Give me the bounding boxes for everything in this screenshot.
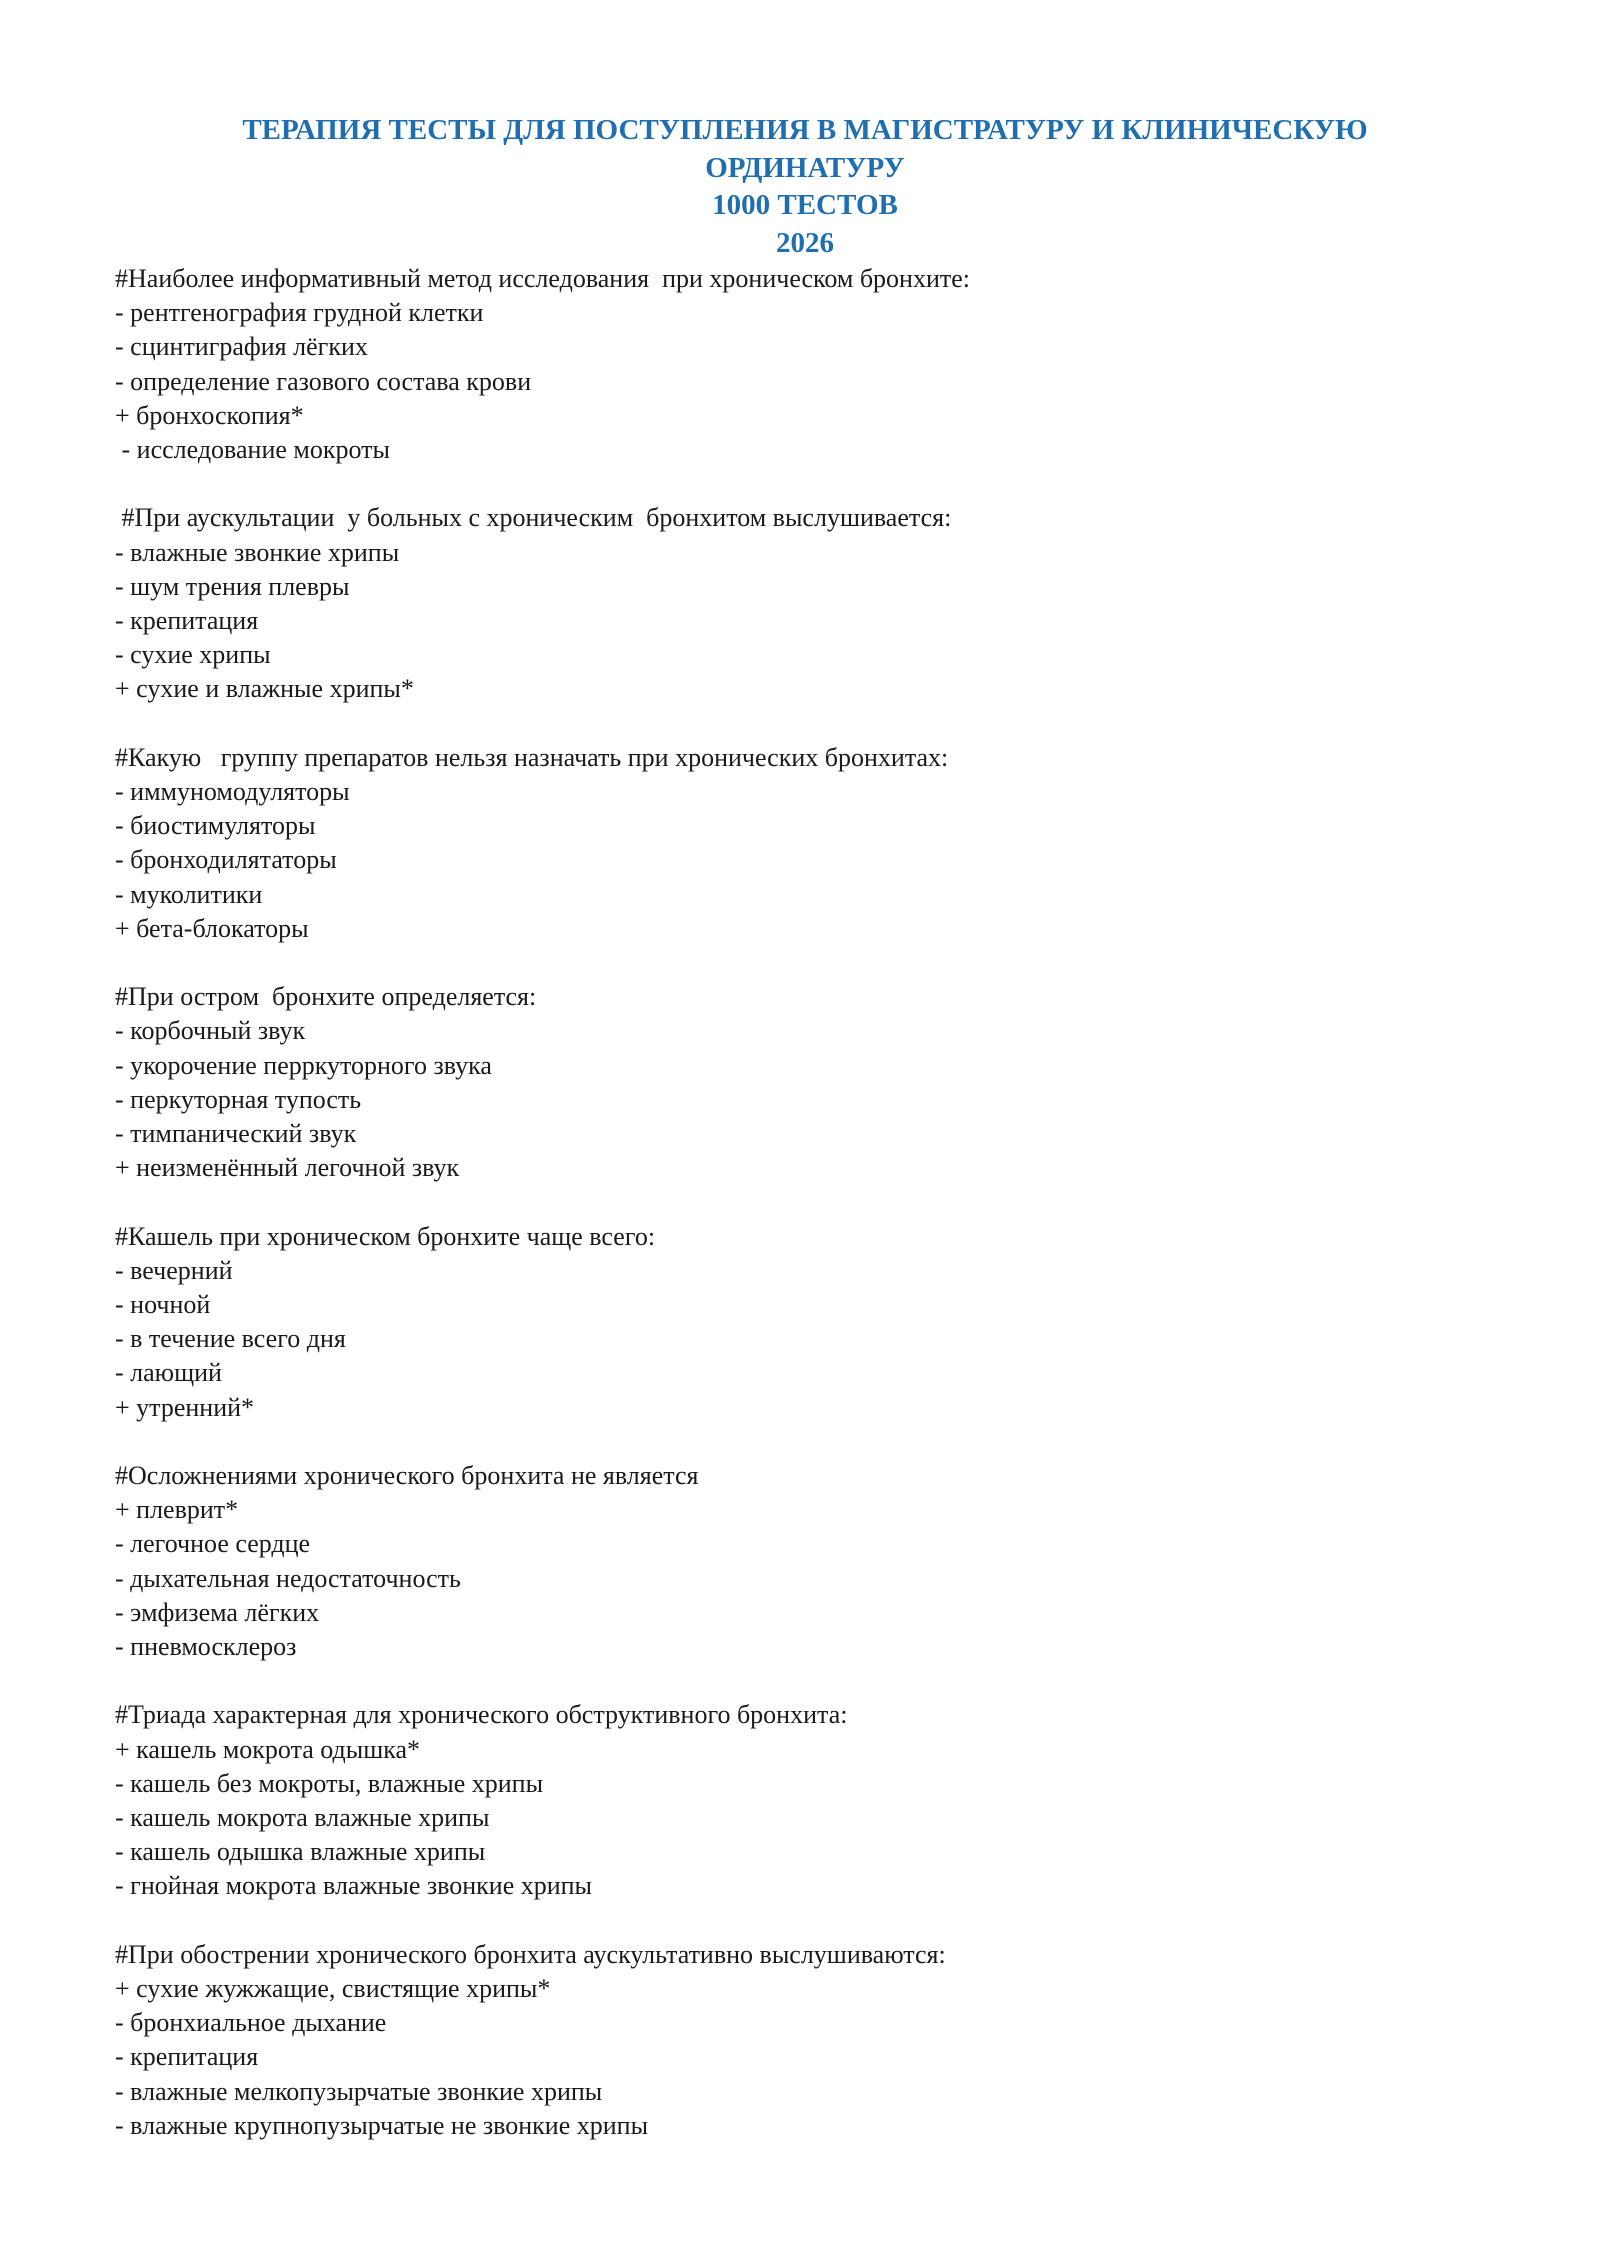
answer-option: - кашель мокрота влажные хрипы: [115, 1803, 490, 1833]
answer-option: - сцинтиграфия лёгких: [115, 332, 368, 362]
answer-option: - исследование мокроты: [115, 435, 390, 465]
answer-option: - корбочный звук: [115, 1016, 306, 1046]
answer-option: - биостимуляторы: [115, 811, 316, 841]
answer-option: + плеврит*: [115, 1495, 239, 1525]
question-block: [115, 1220, 1515, 1425]
answer-option: - влажные мелкопузырчатые звонкие хрипы: [115, 2076, 603, 2106]
question-text: #Какую группу препаратов нельзя назначать при хронических бронхитах:: [115, 742, 949, 772]
answer-option: - пневмосклероз: [115, 1632, 297, 1662]
answer-option: + бронхоскопия*: [115, 400, 304, 430]
question-block: [115, 980, 1515, 1185]
answer-option: - гнойная мокрота влажные звонкие хрипы: [115, 1871, 593, 1901]
answer-option: - легочное сердце: [115, 1529, 311, 1559]
answer-option: - кашель без мокроты, влажные хрипы: [115, 1768, 544, 1798]
answer-option: - укорочение перркуторного звука: [115, 1050, 492, 1080]
answer-option: + кашель мокрота одышка*: [115, 1734, 421, 1764]
answer-option: - кашель одышка влажные хрипы: [115, 1837, 486, 1867]
answer-option: - муколитики: [115, 879, 263, 909]
question-block: [115, 1459, 1515, 1664]
question-text: #При аускультации у больных с хроническим бронхитом выслушивается:: [115, 503, 952, 533]
question-text: #При остром бронхите определяется:: [115, 982, 537, 1012]
question-block: [115, 1938, 1515, 2143]
question-text: #Триада характерная для хронического обструктивного бронхита:: [115, 1700, 848, 1730]
title-line: ОРДИНАТУРУ: [705, 151, 905, 184]
answer-option: - ночной: [115, 1290, 211, 1320]
question-block: [115, 262, 1515, 467]
answer-option: - бронхиальное дыхание: [115, 2008, 387, 2038]
answer-option: - определение газового состава крови: [115, 366, 532, 396]
answer-option: - иммуномодуляторы: [115, 777, 350, 807]
question-text: #Наиболее информативный метод исследования при хроническом бронхите:: [115, 264, 971, 293]
question-block: [115, 1698, 1515, 1903]
answer-option: - тимпанический звук: [115, 1119, 357, 1149]
question-list: [115, 262, 1515, 2177]
answer-option: + бета-блокаторы: [115, 913, 309, 943]
answer-option: - шум трения плевры: [115, 571, 350, 601]
answer-option: - вечерний: [115, 1255, 233, 1285]
title-line: ТЕРАПИЯ ТЕСТЫ ДЛЯ ПОСТУПЛЕНИЯ В МАГИСТРАТУРУ И КЛИНИЧЕСКУЮ: [242, 114, 1368, 146]
title-line: 2026: [776, 226, 834, 259]
answer-option: - рентгенография грудной клетки: [115, 298, 484, 328]
answer-option: - бронходилятаторы: [115, 845, 337, 875]
answer-option: + сухие и влажные хрипы*: [115, 674, 414, 704]
question-text: #Осложнениями хронического бронхита не является: [115, 1461, 699, 1491]
answer-option: - сухие хрипы: [115, 640, 271, 670]
question-text: #При обострении хронического бронхита аускультативно выслушиваются:: [115, 1939, 946, 1969]
answer-option: - влажные звонкие хрипы: [115, 537, 400, 567]
answer-option: - перкуторная тупость: [115, 1084, 362, 1114]
question-block: [115, 501, 1515, 706]
answer-option: - крепитация: [115, 606, 259, 636]
answer-option: - дыхательная недостаточность: [115, 1563, 461, 1593]
answer-option: + неизменённый легочной звук: [115, 1153, 460, 1183]
question-block: [115, 741, 1515, 946]
answer-option: + сухие жужжащие, свистящие хрипы*: [115, 1974, 551, 2004]
answer-option: - эмфизема лёгких: [115, 1597, 320, 1627]
answer-option: - в течение всего дня: [115, 1324, 346, 1354]
answer-option: - влажные крупнопузырчатые не звонкие хрипы: [115, 2110, 649, 2140]
answer-option: - крепитация: [115, 2042, 259, 2072]
document-title: [115, 112, 1495, 262]
question-text: #Кашель при хроническом бронхите чаще всего:: [115, 1221, 656, 1251]
answer-option: + утренний*: [115, 1392, 255, 1422]
answer-option: - лающий: [115, 1358, 222, 1388]
title-line: 1000 ТЕСТОВ: [712, 189, 898, 221]
